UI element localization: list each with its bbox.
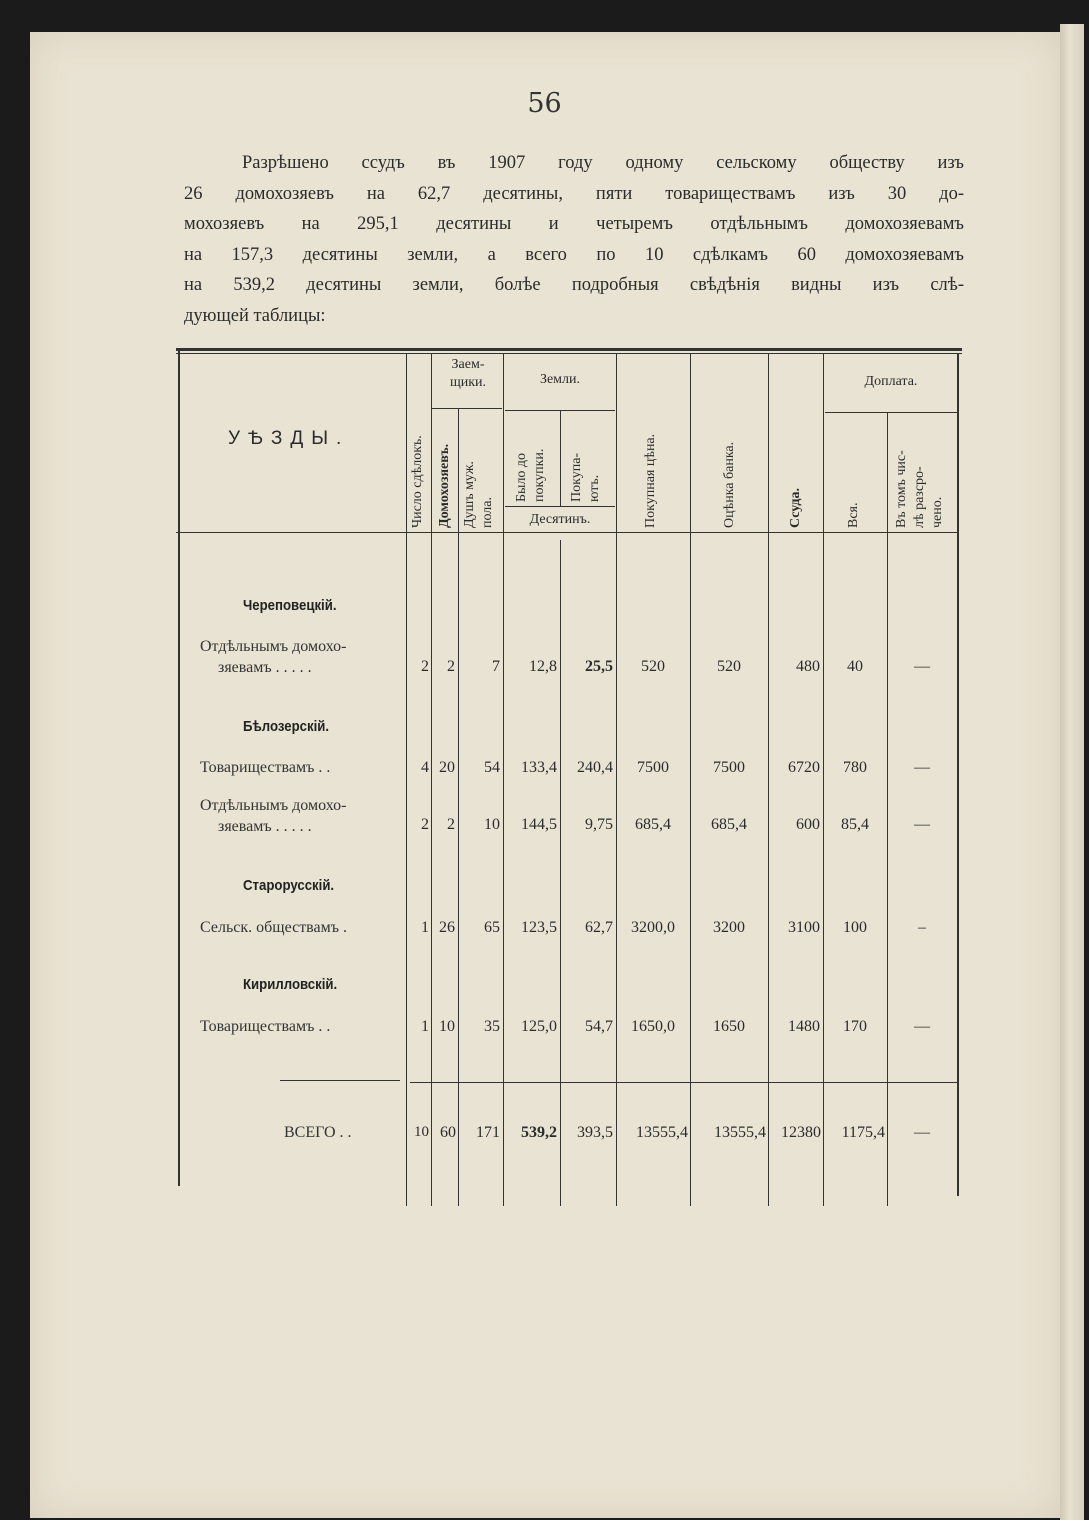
col-rule: [406, 354, 407, 1206]
col-rule: [560, 540, 561, 1206]
cell-rassr: —: [914, 816, 930, 833]
row-label: Товариществамъ . .: [200, 759, 331, 776]
cell-domokh: 10: [439, 1018, 455, 1035]
total-dush: 171: [476, 1124, 500, 1141]
cell-bylo: 12,8: [529, 658, 557, 675]
cell-bylo: 123,5: [521, 919, 557, 936]
cell-ssuda: 6720: [788, 759, 820, 776]
cell-pokup: 25,5: [585, 658, 613, 675]
col-rule: [823, 354, 824, 1206]
header-v-tom-2: лѣ разсро-: [912, 466, 927, 528]
cell-vsya: 85,4: [841, 816, 869, 833]
cell-sdelok: 2: [421, 658, 429, 675]
header-pokupayut-2: ютъ.: [587, 474, 602, 502]
header-desyatin: Десятинъ.: [529, 512, 591, 527]
cell-dush: 54: [484, 759, 500, 776]
total-vsya: 1175,4: [841, 1124, 885, 1141]
cell-tsena: 520: [641, 658, 665, 675]
total-otsenka: 13555,4: [714, 1124, 766, 1141]
cell-tsena: 1650,0: [631, 1018, 675, 1035]
cell-otsenka: 3200: [713, 919, 745, 936]
cell-domokh: 26: [439, 919, 455, 936]
total-ssuda: 12380: [781, 1124, 821, 1141]
cell-sdelok: 4: [421, 759, 429, 776]
total-left-rule: [280, 1080, 400, 1081]
col-rule: [431, 354, 432, 1206]
cell-rassr: —: [914, 1018, 930, 1035]
doplata-rule: [825, 412, 958, 413]
cell-otsenka: 1650: [713, 1018, 745, 1035]
cell-sdelok: 1: [421, 1018, 429, 1035]
paragraph-line: 26 домохозяевъ на 62,7 десятины, пяти товариществамъ изъ 30 до-: [184, 183, 964, 204]
cell-dush: 65: [484, 919, 500, 936]
total-bylo: 539,2: [521, 1124, 557, 1141]
header-chislo-sdelok: Число сдѣлокъ.: [410, 435, 425, 528]
header-v-tom-1: Въ томъ чис-: [894, 450, 909, 528]
cell-dush: 7: [492, 658, 500, 675]
row-label: Товариществамъ . .: [200, 1018, 331, 1035]
cell-bylo: 144,5: [521, 816, 557, 833]
cell-rassr: —: [914, 658, 930, 675]
col-rule: [887, 412, 888, 1206]
header-bylo-1: Было до: [514, 452, 529, 502]
header-zemli: Земли.: [539, 372, 581, 387]
header-v-tom-3: чено.: [930, 496, 945, 528]
header-bylo-2: покупки.: [532, 448, 547, 502]
header-vsya: Вся.: [846, 502, 861, 528]
district-name: Кирилловскій.: [243, 976, 338, 993]
row-label: зяевамъ . . . . .: [218, 818, 312, 835]
cell-rassr: —: [914, 759, 930, 776]
total-rule: [410, 1082, 958, 1083]
row-label: Отдѣльнымъ домохо-: [200, 797, 347, 814]
district-name: Бѣлозерскій.: [243, 718, 330, 735]
header-uezdy: УѢЗДЫ.: [228, 428, 350, 449]
cell-vsya: 100: [843, 919, 867, 936]
cell-ssuda: 480: [796, 658, 820, 675]
cell-otsenka: 7500: [713, 759, 745, 776]
cell-sdelok: 2: [421, 816, 429, 833]
cell-otsenka: 520: [717, 658, 741, 675]
col-rule: [768, 354, 769, 1206]
paragraph-line: дующей таблицы:: [184, 305, 326, 326]
cell-vsya: 780: [843, 759, 867, 776]
row-label: зяевамъ . . . . .: [218, 659, 312, 676]
cell-domokh: 20: [439, 759, 455, 776]
district-name: Череповецкій.: [243, 597, 337, 614]
cell-tsena: 7500: [637, 759, 669, 776]
header-otsenka-banka: Оцѣнка банка.: [722, 441, 737, 528]
header-doplata: Доплата.: [864, 374, 918, 389]
row-label: Отдѣльнымъ домохо-: [200, 638, 347, 655]
cell-dush: 10: [484, 816, 500, 833]
cell-vsya: 170: [843, 1018, 867, 1035]
cell-ssuda: 600: [796, 816, 820, 833]
cell-pokup: 62,7: [585, 919, 613, 936]
cell-pokup: 9,75: [585, 816, 613, 833]
cell-bylo: 125,0: [521, 1018, 557, 1035]
col-rule: [560, 410, 561, 506]
cell-domokh: 2: [447, 816, 455, 833]
header-dush-1: Душъ муж.: [462, 461, 477, 528]
cell-ssuda: 1480: [788, 1018, 820, 1035]
district-name: Старорусскій.: [243, 877, 335, 894]
page-edge: [1060, 24, 1084, 1520]
cell-dush: 35: [484, 1018, 500, 1035]
table-top-rule: [176, 348, 962, 351]
paragraph-line: на 539,2 десятины земли, болѣе подробныя свѣдѣнія видны изъ слѣ-: [184, 275, 964, 295]
cell-bylo: 133,4: [521, 759, 557, 776]
col-rule: [690, 354, 691, 1206]
cell-domokh: 2: [447, 658, 455, 675]
cell-ssuda: 3100: [788, 919, 820, 936]
table-left-border: [178, 350, 180, 1186]
cell-otsenka: 685,4: [711, 816, 747, 833]
cell-pokup: 240,4: [577, 759, 613, 776]
cell-pokup: 54,7: [585, 1018, 613, 1035]
col-rule: [458, 408, 459, 1206]
cell-vsya: 40: [847, 658, 863, 675]
row-label: Сельск. обществамъ .: [200, 919, 348, 936]
cell-sdelok: 1: [421, 919, 429, 936]
paragraph-line: мохозяевъ на 295,1 десятины и четыремъ отдѣльнымъ домохозяевамъ: [184, 214, 964, 234]
col-rule: [616, 354, 617, 1206]
total-pokup: 393,5: [577, 1124, 613, 1141]
paragraph-line: Разрѣшено ссудъ въ 1907 году одному сельскому обществу изъ: [242, 153, 964, 173]
table-right-border: [957, 354, 959, 1196]
header-dush-2: пола.: [480, 496, 495, 528]
cell-rassr: –: [918, 919, 926, 936]
total-sdelok: 10: [414, 1124, 429, 1140]
header-zaemshchiki: Заем-щики.: [449, 357, 487, 390]
header-domokhozyaev: Домохозяевъ.: [437, 443, 452, 528]
total-label: ВСЕГО . .: [284, 1124, 352, 1141]
intro-paragraph: [184, 148, 964, 331]
page-number: 56: [527, 88, 562, 119]
header-pokupnaya-tsena: Покупная цѣна.: [643, 433, 658, 528]
zaemshchiki-rule: [432, 408, 502, 409]
col-rule: [503, 354, 504, 1206]
header-bottom-rule: [176, 532, 958, 533]
cell-tsena: 3200,0: [631, 919, 675, 936]
cell-tsena: 685,4: [635, 816, 671, 833]
total-domokh: 60: [440, 1124, 456, 1141]
total-tsena: 13555,4: [636, 1124, 688, 1141]
header-ssuda: Ссуда.: [788, 487, 803, 528]
header-pokupayut-1: Покупа-: [569, 452, 584, 502]
desyatin-rule: [505, 506, 615, 507]
paragraph-line: на 157,3 десятины земли, а всего по 10 сдѣлкамъ 60 домохозяевамъ: [184, 244, 964, 265]
table-top-rule-thin: [176, 353, 962, 354]
total-rassr: —: [914, 1124, 930, 1141]
